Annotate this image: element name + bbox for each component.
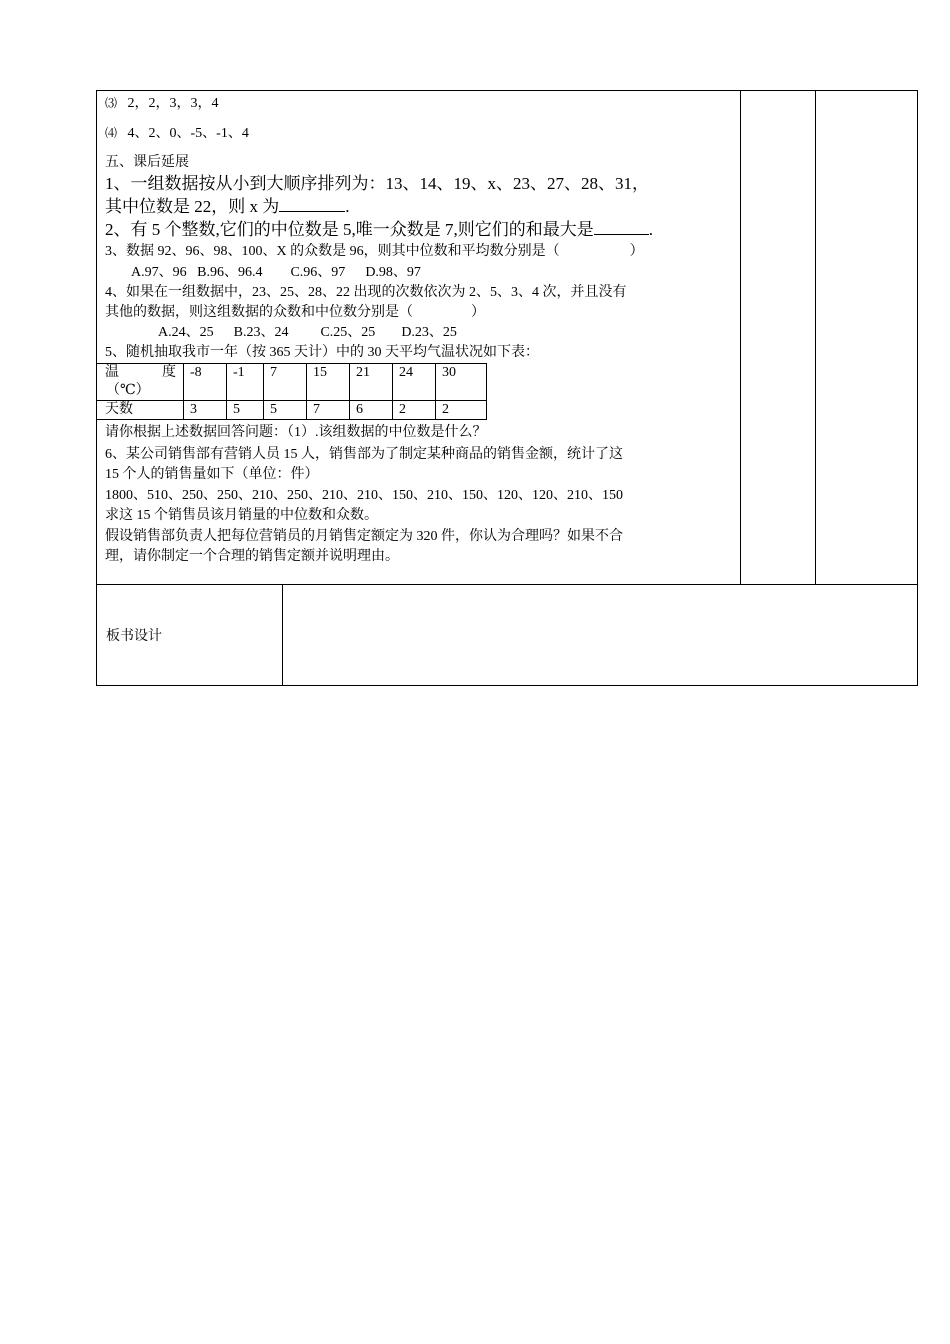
option-d: D.98、97 <box>365 265 421 280</box>
option-b: B.23、24 <box>233 325 289 340</box>
question-3-stem: 3、数据 92、96、98、100、X 的众数是 96，则其中位数和平均数分别是（ ） <box>105 244 644 259</box>
question-6-data: 1800、510、250、250、210、250、210、210、150、210、150、120、120、210、150 <box>105 488 623 503</box>
question-1-line-1: 1、一组数据按从小到大顺序排列为：13、14、19、x、23、27、28、31， <box>105 174 649 193</box>
table-cell: 15 <box>307 364 350 401</box>
table-cell: -8 <box>184 364 227 401</box>
table-cell: 3 <box>184 401 227 420</box>
exercise-item-4: ⑷ 4、2、0、-5、-1、4 <box>105 126 249 141</box>
temperature-table <box>96 363 487 420</box>
days-row <box>97 401 487 420</box>
answer-blank <box>594 219 649 235</box>
question-5-intro: 5、随机抽取我市一年（按 365 天计）中的 30 天平均气温状况如下表： <box>105 345 539 360</box>
table-cell: 7 <box>264 364 307 401</box>
question-4-line-1: 4、如果在一组数据中，23、25、28、22 出现的次数依次为 2、5、3、4 次，并且没有 <box>105 285 627 300</box>
temperature-row <box>97 364 487 401</box>
exercise-item-3: ⑶ 2，2，3，3，4 <box>105 96 219 111</box>
section-title: 五、课后延展 <box>105 155 189 170</box>
question-1-line-2: 其中位数是 22，则 x 为 . <box>105 197 350 216</box>
table-cell: 5 <box>227 401 264 420</box>
table-cell: 7 <box>307 401 350 420</box>
option-c: C.96、97 <box>290 265 346 280</box>
option-d: D.23、25 <box>401 325 457 340</box>
column-divider <box>740 90 741 585</box>
temperature-header-cell: 温 度 （℃） <box>97 364 184 401</box>
question-4-line-2: 其他的数据，则这组数据的众数和中位数分别是（ ） <box>105 305 485 320</box>
option-a: A.24、25 <box>158 325 214 340</box>
table-cell: 24 <box>393 364 436 401</box>
board-design-label: 板书设计 <box>106 629 162 644</box>
answer-blank <box>279 196 345 212</box>
table-cell: 6 <box>350 401 393 420</box>
option-b: B.96、96.4 <box>197 265 263 280</box>
question-6-line-4: 求这 15 个销售员该月销量的中位数和众数。 <box>105 508 378 523</box>
table-cell: 21 <box>350 364 393 401</box>
question-6-line-6: 理，请你制定一个合理的销售定额并说明理由。 <box>105 549 399 564</box>
question-6-line-5: 假设销售部负责人把每位营销员的月销售定额定为 320 件，你认为合理吗？如果不合 <box>105 529 623 544</box>
question-3-options <box>131 264 421 282</box>
board-design-divider <box>282 584 283 686</box>
table-cell: 30 <box>436 364 487 401</box>
table-cell: 2 <box>393 401 436 420</box>
option-c: C.25、25 <box>320 325 376 340</box>
option-a: A.97、96 <box>131 265 187 280</box>
question-4-options <box>158 324 457 342</box>
table-cell: -1 <box>227 364 264 401</box>
column-divider <box>815 90 816 585</box>
days-header-cell: 天数 <box>97 401 184 420</box>
question-6-line-2: 15 个人的销售量如下（单位：件） <box>105 467 319 482</box>
question-6-line-1: 6、某公司销售部有营销人员 15 人，销售部为了制定某种商品的销售金额，统计了这 <box>105 447 623 462</box>
question-2: 2、有 5 个整数,它们的中位数是 5,唯一众数是 7,则它们的和最大是 . <box>105 220 653 239</box>
question-5-prompt: 请你根据上述数据回答问题：（1）.该组数据的中位数是什么？ <box>105 425 487 440</box>
board-design-row <box>96 584 918 686</box>
table-cell: 5 <box>264 401 307 420</box>
table-cell: 2 <box>436 401 487 420</box>
